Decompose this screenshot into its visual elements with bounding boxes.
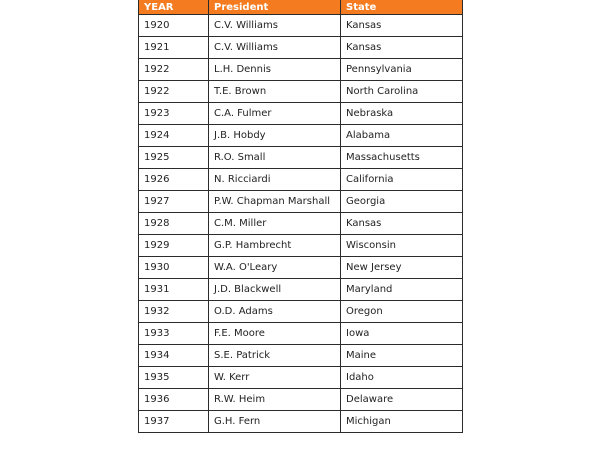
president-cell: C.V. Williams xyxy=(209,15,341,37)
year-cell: 1929 xyxy=(139,235,209,257)
table-row xyxy=(139,147,463,169)
table-row xyxy=(139,213,463,235)
year-cell: 1936 xyxy=(139,389,209,411)
year-cell: 1930 xyxy=(139,257,209,279)
table-row xyxy=(139,411,463,433)
year-cell: 1932 xyxy=(139,301,209,323)
state-cell: Kansas xyxy=(341,213,463,235)
state-cell: Idaho xyxy=(341,367,463,389)
president-cell: O.D. Adams xyxy=(209,301,341,323)
year-cell: 1935 xyxy=(139,367,209,389)
year-cell: 1925 xyxy=(139,147,209,169)
president-cell: S.E. Patrick xyxy=(209,345,341,367)
table-row xyxy=(139,125,463,147)
president-cell: R.O. Small xyxy=(209,147,341,169)
table-row xyxy=(139,389,463,411)
state-cell: New Jersey xyxy=(341,257,463,279)
state-cell: Alabama xyxy=(341,125,463,147)
state-cell: North Carolina xyxy=(341,81,463,103)
president-cell: C.M. Miller xyxy=(209,213,341,235)
table-row xyxy=(139,59,463,81)
president-cell: T.E. Brown xyxy=(209,81,341,103)
column-header-president: President xyxy=(209,0,341,15)
table-row xyxy=(139,37,463,59)
table-row xyxy=(139,257,463,279)
table-row xyxy=(139,279,463,301)
president-cell: F.E. Moore xyxy=(209,323,341,345)
table-row xyxy=(139,323,463,345)
state-cell: Pennsylvania xyxy=(341,59,463,81)
year-cell: 1920 xyxy=(139,15,209,37)
state-cell: Wisconsin xyxy=(341,235,463,257)
column-header-state: State xyxy=(341,0,463,15)
year-cell: 1924 xyxy=(139,125,209,147)
table-row xyxy=(139,235,463,257)
year-cell: 1926 xyxy=(139,169,209,191)
presidents-table xyxy=(138,0,463,433)
year-cell: 1928 xyxy=(139,213,209,235)
president-cell: J.B. Hobdy xyxy=(209,125,341,147)
year-cell: 1922 xyxy=(139,59,209,81)
table-header-row xyxy=(139,0,463,15)
president-cell: C.A. Fulmer xyxy=(209,103,341,125)
state-cell: Massachusetts xyxy=(341,147,463,169)
table-row xyxy=(139,81,463,103)
table-body xyxy=(139,15,463,433)
president-cell: W.A. O'Leary xyxy=(209,257,341,279)
president-cell: W. Kerr xyxy=(209,367,341,389)
state-cell: Iowa xyxy=(341,323,463,345)
state-cell: Kansas xyxy=(341,15,463,37)
table-row xyxy=(139,301,463,323)
table-row xyxy=(139,169,463,191)
president-cell: G.P. Hambrecht xyxy=(209,235,341,257)
table-row xyxy=(139,103,463,125)
year-cell: 1921 xyxy=(139,37,209,59)
table-row xyxy=(139,191,463,213)
year-cell: 1922 xyxy=(139,81,209,103)
president-cell: R.W. Heim xyxy=(209,389,341,411)
column-header-year: YEAR xyxy=(139,0,209,15)
year-cell: 1937 xyxy=(139,411,209,433)
president-cell: J.D. Blackwell xyxy=(209,279,341,301)
state-cell: Michigan xyxy=(341,411,463,433)
state-cell: Maine xyxy=(341,345,463,367)
state-cell: California xyxy=(341,169,463,191)
president-cell: G.H. Fern xyxy=(209,411,341,433)
state-cell: Oregon xyxy=(341,301,463,323)
year-cell: 1934 xyxy=(139,345,209,367)
president-cell: P.W. Chapman Marshall xyxy=(209,191,341,213)
president-cell: C.V. Williams xyxy=(209,37,341,59)
state-cell: Kansas xyxy=(341,37,463,59)
year-cell: 1931 xyxy=(139,279,209,301)
year-cell: 1927 xyxy=(139,191,209,213)
state-cell: Georgia xyxy=(341,191,463,213)
table-row xyxy=(139,345,463,367)
president-cell: N. Ricciardi xyxy=(209,169,341,191)
state-cell: Maryland xyxy=(341,279,463,301)
state-cell: Delaware xyxy=(341,389,463,411)
state-cell: Nebraska xyxy=(341,103,463,125)
table-row xyxy=(139,367,463,389)
year-cell: 1923 xyxy=(139,103,209,125)
year-cell: 1933 xyxy=(139,323,209,345)
president-cell: L.H. Dennis xyxy=(209,59,341,81)
table-row xyxy=(139,15,463,37)
